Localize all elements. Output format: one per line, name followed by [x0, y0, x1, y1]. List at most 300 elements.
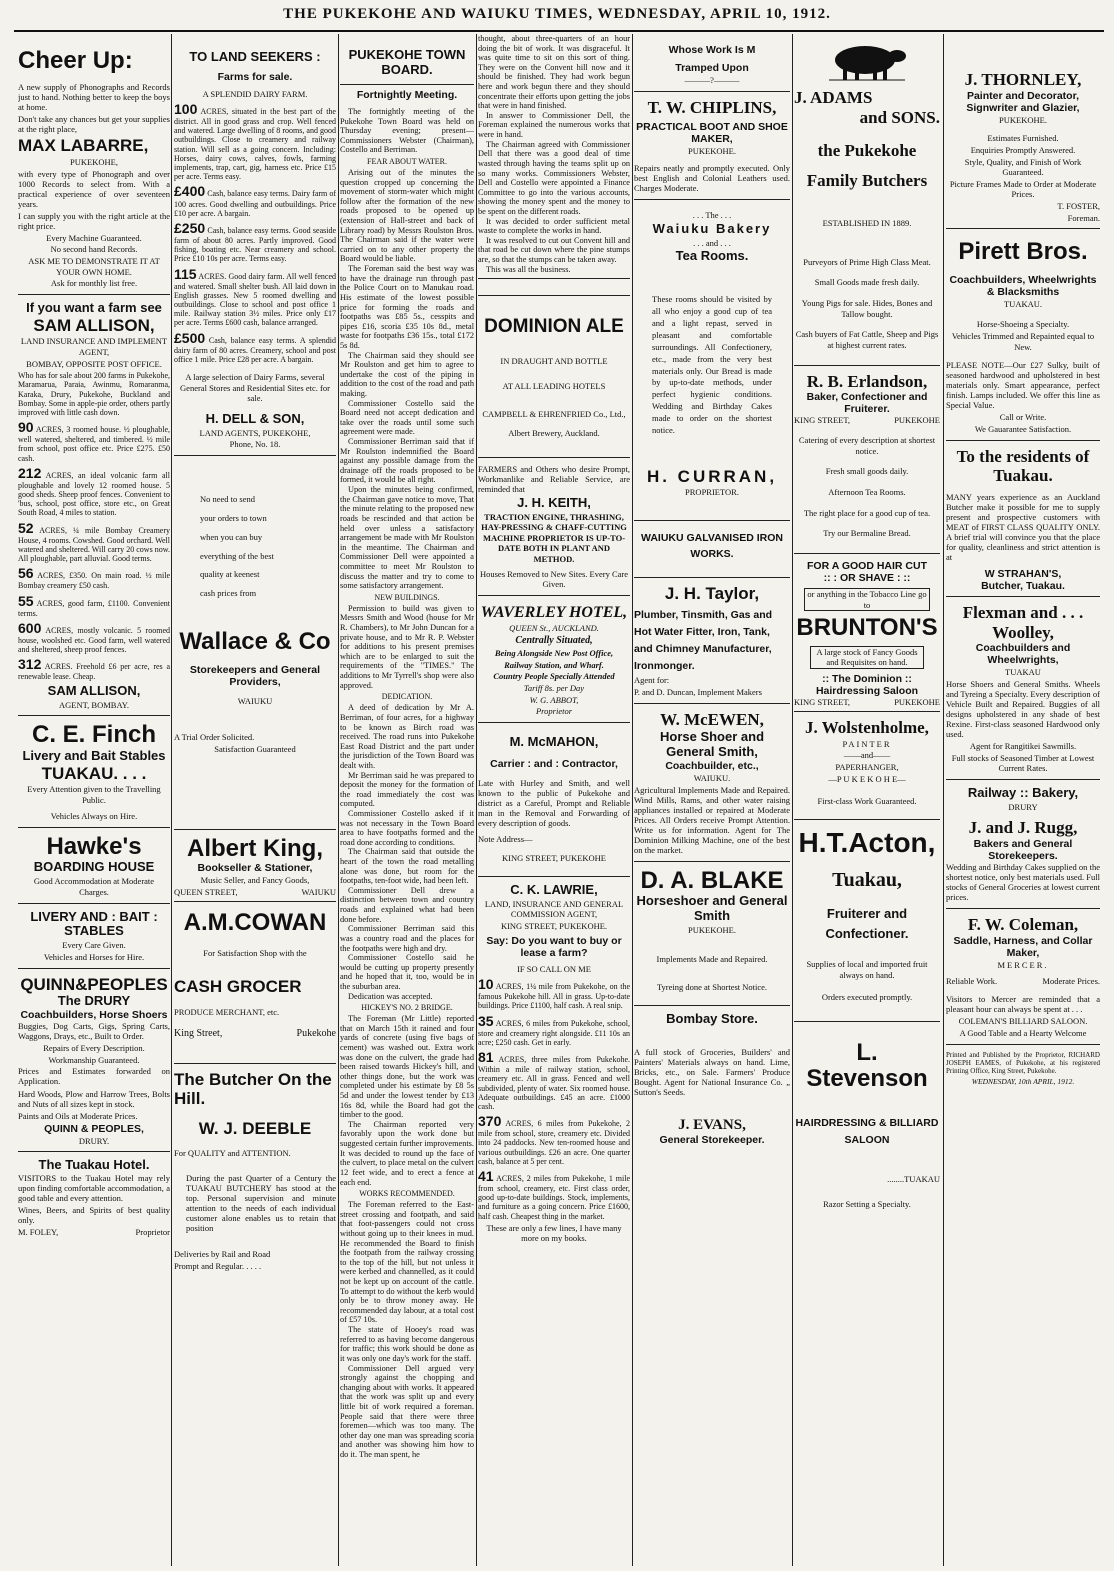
ad-subhead: PRACTICAL BOOT AND SHOE MAKER, [636, 121, 788, 146]
ad-line: —P U K E K O H E— [828, 773, 906, 784]
article-paragraph: Commissioner Costello asked if it was not necessary in the Town Board area to have footpaths formed and the road done according to conditions. [340, 808, 474, 847]
article-paragraph: The Foreman referred to the East-street crossing and footpath, and said that foot-passengers could not cross without going up to their knees in mud. He recommended the Board to finish the footpath from the railway crossing to the top of the hill, but not unless it were kerbed and channelled, as it could not be kept up on account of the cattle. To attempt to do without the kerb would only be to throw money away. He recommended day labour, at a total cost of £57 10s. [340, 1200, 474, 1325]
ad-line: IF SO CALL ON ME [517, 963, 591, 974]
ad-headline: J. ADAMS [794, 88, 873, 107]
ad-strahan [946, 447, 1100, 597]
town: PUKEKOHE [894, 415, 940, 426]
ad-line: Reliable Work. [946, 976, 998, 987]
farm-acres: 115 [174, 265, 197, 282]
ad-headline: C. E. Finch [31, 721, 156, 749]
article-section: NEW BUILDINGS. [374, 592, 440, 602]
advertiser-name: W STRAHAN'S, [984, 567, 1062, 580]
ad-line: We Gauarantee Satisfaction. [974, 424, 1072, 435]
article-paragraph: Commissioner Dell drew a distinction between town and country roads and explained what had been done before. [340, 885, 474, 924]
ad-line: Enquiries Promptly Answered. [970, 144, 1076, 155]
ad-text: Wedding and Birthday Cakes supplied on the shortest notice, only best materials used. Full stocks of General Groceries at lowest current prices. [946, 862, 1100, 903]
signature-role: Proprietor [135, 1227, 170, 1238]
ad-headline: To the residents of Tuakau. [956, 446, 1090, 486]
signature-role: Foreman. [1067, 212, 1100, 223]
ad-headline: J. H. Taylor, [664, 583, 760, 603]
ad-allison [18, 301, 170, 716]
signature: W. G. ABBOT, [529, 694, 579, 705]
street: King Street, [174, 1027, 223, 1039]
ad-line: Style, Quality, and Finish of Work Guaranteed. [964, 156, 1082, 178]
column-rule [338, 34, 339, 1566]
article-paragraph: In answer to Commissioner Dell, the Foreman explained the numerous works that were in hand. [478, 110, 630, 140]
street: KING STREET, [794, 415, 851, 426]
ad-keith [478, 464, 630, 596]
ad-line: Implements Made and Repaired. [656, 953, 768, 964]
ad-line: when you can buy [200, 531, 263, 542]
ad-headline: The Butcher On the Hill. [174, 1069, 332, 1109]
farm-acres: 600 [18, 619, 42, 636]
town: WAIUKU [301, 887, 336, 898]
farm-listing [478, 1113, 630, 1166]
ad-line: First-class Work Guaranteed. [817, 796, 917, 807]
ad-text: These rooms should be visited by all who enjoy a good cup of tea and a light repast, served in pleasant and comfortable surroundings. All Confectionery, etc., made from the very best materials only. Our Bread is made by up-to-date methods, under perfect hygienic conditions. Wedding and Birthday Cakes made to order on the shortest notice. [652, 294, 772, 436]
farm-desc: ACRES, three miles from Pukekohe. Within a mile of railway station, school, creamery etc. All in grass. Fenced and well subdivided, plenty of water. Six roomed house. Adequate outbuildings. £45 an acre. £1000 cash. [478, 1055, 630, 1111]
ad-text: Repairs neatly and promptly executed. Only best English and Colonial Leathers used. Charges Moderate. [634, 163, 790, 194]
article-paragraph: The Foreman (Mr Little) reported that on March 15th it rained and four yards of concrete (using five bags of cement) was washed out. Extra work was done on the culvert, the grade had been raised towards Hickey's hill, and other things done, but the work was completed under his estimate by £8 5s 5d and under the lowest tender by £13 16s 8d, while the Board had got the timber to the good. [340, 1014, 474, 1120]
farm-acres: 52 [18, 519, 34, 536]
ad-lines [174, 462, 336, 603]
ad-line: . . . and . . . [693, 237, 731, 248]
farm-listing [174, 183, 336, 217]
ad-line: Purveyors of Prime High Class Meat. [803, 256, 931, 267]
ad-mcewen [634, 710, 790, 861]
ad-labarre [18, 48, 170, 295]
advertiser-role: LAND INSURANCE AND IMPLEMENT AGENT, [20, 336, 168, 357]
advertiser-name: SAM ALLISON, [33, 315, 155, 335]
ad-line: PRODUCE MERCHANT, etc. [174, 1006, 280, 1017]
ad-text: Who has for sale about 200 farms in Pukekohe, Maramarua, Paraia, Awinmu, Romaranma, Karaka, Drury, Pukekohe, Buckland and Bombay. Some in apple-pie order, others partly improved with little cash down. [18, 371, 170, 417]
advertiser-name: H. CURRAN, [646, 466, 778, 486]
advertiser-town: PUKEKOHE. [688, 146, 736, 157]
town: Pukekohe [296, 1027, 336, 1039]
ad-headline: H.T.Acton, [798, 826, 936, 858]
ad-line: FOR A GOOD HAIR CUT [807, 559, 927, 572]
ad-line: Prompt and Regular. . . . . [174, 1261, 262, 1272]
farm-listing [18, 620, 170, 654]
farm-desc: Cash, balance easy terms. Good seaside farm of about 80 acres. Partly improved. Good fishing, boating etc. Near creamery and school. Price £10 10s per acre. Terms easy. [174, 225, 336, 264]
ad-line: Full stocks of Seasoned Timber at Lowest Current Rates. [951, 752, 1095, 774]
farm-desc: ACRES. Freehold £6 per acre, res a renewable lease. Cheap. [18, 662, 170, 682]
ad-line: PAPERHANGER, [835, 761, 899, 772]
ad-livery [18, 910, 170, 969]
ad-line: No second hand Records. [50, 244, 138, 255]
ad-line: ——and—— [843, 750, 891, 761]
street: QUEEN STREET, [174, 887, 238, 898]
article-section: FEAR ABOUT WATER. [367, 156, 447, 166]
farm-desc: ACRES. Good dairy farm. All well fenced and watered. Small shelter bush. All laid down in English grasses. New 5 roomed dwelling and outbuildings. Close to school and post office 1 mile. Railway station 3½ miles. Price only £17 per acre. Terms £600 cash, balance arranged. [174, 271, 336, 328]
ad-headline: LIVERY AND : BAIT : STABLES [30, 908, 158, 939]
ad-headline: BRUNTON'S [796, 614, 938, 642]
ad-line: Tyreing done at Shortest Notice. [656, 982, 768, 993]
ad-waiuku-bakery [634, 210, 790, 521]
advertiser-role: LAND AGENTS, PUKEKOHE, [199, 427, 311, 438]
ad-subhead: BOARDING HOUSE [33, 859, 155, 875]
ad-line: Cash buyers of Fat Cattle, Sheep and Pigs at highest current rates. [795, 329, 939, 350]
article-paragraph: thought, about three-quarters of an hour doing the bit of work. It was disgraceful. It was quite time to sit on this sort of thing. They were on the Convent hill now and it should be finished. They had work begun here and work begun there and they should concentrate their efforts upon getting the jobs that were in hand finished. [478, 34, 630, 111]
ad-town: TUAKAU. . . . [41, 763, 147, 783]
imprint-text: Printed and Published by the Proprietor, RICHARD JOSEPH EAMES, of Pukekohe, at his registered Printing Office, King Street, Pukekohe. [946, 1050, 1100, 1076]
ad-text: Hard Woods, Plow and Harrow Trees, Bolts and Nuts of all sizes kept in stock. [18, 1088, 170, 1109]
article-paragraph: This was all the business. [486, 264, 571, 274]
ad-headline: D. A. BLAKE [640, 866, 784, 894]
ad-row [946, 976, 1100, 986]
ad-text: PLEASE NOTE—Our £27 Sulky, built of seasoned hardwood and upholstered in best materials only. Smart appearance, perfect finish. Lamps included. We offer this line as Special Value. [946, 360, 1100, 411]
farm-desc: ACRES, mostly volcanic. 5 roomed house, woolshed etc. Good farm, well watered and sheltered, sheep proof fences. [18, 625, 170, 655]
ad-line: Music Seller, and Fancy Goods, [200, 875, 310, 886]
ad-subhead: Fruiterer and Confectioner. [825, 905, 909, 942]
advertiser-address: KING STREET, PUKEKOHE. [500, 920, 608, 931]
ad-line: Vehicles Always on Hire. [50, 811, 138, 822]
ad-albert-king [174, 836, 336, 902]
column-rule [476, 34, 477, 1566]
column-rule [632, 34, 633, 1566]
ad-subhead: Say: Do you want to buy or lease a farm? [486, 935, 622, 960]
ad-text: Late with Hurley and Smith, and well known to the public of Pukekohe and district as a Careful, Prompt and Reliable man in the Removal and Forwarding of every description of goods. [478, 777, 630, 828]
farm-listing [174, 266, 336, 328]
ad-headline: J. Wolstenholme, [805, 718, 929, 738]
ad-subhead: Coachbuilders, Horse Shoers [20, 1009, 168, 1022]
ad-subhead: Bookseller & Stationer, [197, 862, 313, 875]
advertiser-town: WAIUKU. [693, 772, 731, 783]
ad-subhead: Livery and Bait Stables [22, 747, 166, 763]
ad-line: Every Machine Guaranteed. [46, 232, 142, 243]
ad-text: with every type of Phonograph and over 1000 Records to select from. With a practical experience of over seventeen years. [18, 168, 170, 209]
ad-headline: Bombay Store. [666, 1010, 758, 1026]
imprint-date: WEDNESDAY, 10th APRIL, 1912. [971, 1077, 1075, 1087]
ad-line: ESTABLISHED IN 1889. [822, 218, 912, 229]
ad-line: Tariff 8s. per Day [523, 682, 585, 693]
ad-subhead: Carrier : and : Contractor, [490, 757, 618, 770]
signature: QUINN & PEOPLES, [44, 1122, 144, 1135]
farm-acres: 212 [18, 464, 42, 481]
address-row [174, 1028, 336, 1039]
ad-line: or anything in the Tobacco Line go to [804, 588, 930, 611]
advertiser-role: LAND, INSURANCE AND GENERAL COMMISSION AGENT, [484, 898, 624, 920]
ad-line: Deliveries by Rail and Road [174, 1249, 271, 1260]
ad-headline: Pirett Bros. [958, 238, 1088, 266]
ad-subhead: and SONS. [859, 107, 940, 127]
ad-wallace [174, 462, 336, 830]
ad-line: The right place for a good cup of tea. [803, 507, 931, 518]
ad-headline: Cheer Up: [18, 47, 133, 74]
article-paragraph: The fortnightly meeting of the Pukekohe Town Board was held on Thursday evening; present— Commissioners Webster (Chairman), Costello and Berriman. [340, 106, 474, 155]
advertiser-phone: Phone, No. 18. [229, 439, 281, 450]
ad-headline: F. W. Coleman, [967, 915, 1079, 935]
ad-subhead: Tea Rooms. [675, 248, 749, 264]
advertiser-town: PUKEKOHE. [688, 924, 736, 935]
advertiser-town: PUKEKOHE. [999, 114, 1047, 125]
farm-listing [478, 1013, 630, 1047]
article-continued [478, 34, 630, 279]
ad-erlandson [794, 372, 940, 554]
ad-thornley [946, 70, 1100, 229]
advertiser-town: MERCER. [997, 959, 1049, 970]
ad-line: Call or Write. [999, 412, 1047, 423]
ad-text: During the past Quarter of a Century the TUAKAU BUTCHERY has stood at the top. Personal supervision and minute attention to the needs of each individual customer alone enables us to retain that position [186, 1173, 336, 1234]
ad-line: A Good Table and a Hearty Welcome [959, 1028, 1087, 1039]
ad-text: Don't take any chances but get your supplies at the right place, [18, 114, 170, 135]
article-paragraph: Arising out of the minutes the question cropped up concerning the movement of storm-water which might follow after the formation of the new roads proposed to be opened up (extension of Hall-street and back of Library road) by Messrs Roulston Bros. The Chairman said if the water were carried on to any other property the Board would be liable. [340, 167, 474, 264]
ad-line: Houses Removed to New Sites. Every Care Given. [479, 568, 628, 590]
advertiser-name: MAX LABARRE, [18, 136, 149, 156]
ad-headline: T. W. CHIPLINS, [647, 97, 777, 117]
ad-subhead: The DRURY [57, 993, 131, 1009]
article-headline: PUKEKOHE TOWN BOARD. [348, 47, 466, 77]
ad-line: Estimates Furnished. [987, 133, 1059, 144]
farm-desc: ACRES, 6 miles from Pukekohe, school, store and creamery right alongside. £11 10s an acre; £250 cash. Get in early. [478, 1018, 630, 1047]
ad-line: Fresh small goods daily. [825, 466, 909, 477]
ad-pirett [946, 239, 1100, 440]
signature-role: AGENT, BOMBAY. [59, 699, 129, 710]
signature-role: Proprietor [535, 706, 573, 717]
farm-acres: 55 [18, 592, 34, 609]
ad-line: Vehicles Trimmed and Repainted equal to New. [951, 331, 1095, 352]
farm-desc: ACRES, 6 miles from Pukekohe, 2 mile from school, store, creamery etc. Divided into 24 paddocks. New ten-roomed house and various outbuildings. £26 an acre. One quarter cash, balance at 5 per cent. [478, 1119, 630, 1166]
farm-desc: ACRES, 1¼ mile from Pukekohe, on the famous Pukekohe hill. All in grass. Up-to-date buildings. Price £1100, half cash. A real snip. [478, 982, 630, 1011]
ad-text: Visitors to Mercer are reminded that a pleasant hour can always be spent at . . . [946, 994, 1100, 1015]
article-paragraph: The Chairman agreed with Commissioner Dell that there was a good deal of time wasted through having the teams split up on so many works. Commissioners Webster, Dell and Costello were appointed a Finance Committee to go into the various accounts, showing the money spent and the money to be spent on the different roads. [478, 139, 630, 216]
article-paragraph: The Chairman said that outside the heart of the town the road metalling alone was done, but room for the footpaths, ten-foot wide, had been left. [340, 847, 474, 886]
advertiser-name: J. EVANS, [678, 1116, 746, 1133]
ad-tuakau-hotel [18, 1158, 170, 1241]
ad-line: QUEEN St., AUCKLAND. [509, 622, 599, 633]
ad-line: Being Alongside New Post Office, [494, 648, 614, 659]
ad-line: Small Goods made fresh daily. [814, 277, 920, 288]
ad-line: cash prices from [200, 588, 257, 599]
farm-listing [174, 330, 336, 364]
advertiser-town: TUAKAU. [1003, 298, 1042, 309]
address-row [794, 415, 940, 425]
column-1 [18, 34, 170, 1566]
ad-line: AT ALL LEADING HOTELS [502, 380, 606, 391]
ad-line: Whose Work Is M [668, 44, 756, 56]
advertiser-name: H. DELL & SON, [205, 410, 305, 426]
ad-subhead: Farms for sale. [217, 70, 293, 83]
article-paragraph: Commissioner Dell argued very strongly against the chopping and changing about with works. It appeared that the work was split up and every little bit of work required a foreman. People said that there were three foremen—which was too many. The other day one man was spreading scoria and another was showing him how to do it. The man spent, he [340, 1363, 474, 1459]
ad-headline: J. THORNLEY, [964, 70, 1082, 89]
ad-subhead: HAIRDRESSING & BILLIARD SALOON [795, 1116, 939, 1146]
farm-listing [18, 656, 170, 681]
ad-line: Picture Frames Made to Order at Moderate Prices. [949, 178, 1097, 200]
ad-subhead: Coachbuilder, etc., [665, 759, 759, 772]
article-paragraph: It was resolved to cut out Convent hill and that road be cut down where the pine stumps are, so that the stumps can be taken away. [478, 235, 630, 265]
ad-headline: C. K. LAWRIE, [510, 881, 598, 897]
article-paragraph: The Chairman said they should see Mr Roulston and get him to agree to undertake the cost of the piping in addition to the cost of the road and path making. [340, 350, 474, 398]
ad-quinn [18, 975, 170, 1153]
column-rule [943, 34, 944, 1566]
ad-line: Railway Station, and Wharf. [504, 659, 604, 670]
ad-coleman [946, 915, 1100, 1045]
ad-blake [634, 868, 790, 1006]
advertiser-town: DRURY [1008, 801, 1038, 812]
ad-headline: WAVERLEY HOTEL, [480, 603, 628, 621]
ad-line: CAMPBELL & EHRENFRIED Co., Ltd., [482, 409, 626, 420]
ad-text: Prices and Estimates forwarded on Application. [18, 1066, 170, 1087]
ad-line: IN DRAUGHT AND BOTTLE [500, 356, 608, 367]
ad-stevenson [794, 1040, 940, 1215]
ad-subhead: Horseshoer and General Smith [636, 893, 788, 923]
ad-intro: If you want a farm see [26, 299, 162, 315]
ad-subhead: Coachbuilders, Wheelwrights & Blacksmiths [949, 273, 1097, 298]
ad-wolstenholme [794, 718, 940, 820]
advertiser-name: COLEMAN'S BILLIARD SALOON. [958, 1016, 1088, 1027]
signature: T. FOSTER, [1057, 201, 1100, 212]
ad-line: Satisfaction Guaranteed [214, 744, 296, 755]
ad-line: Orders executed promptly. [821, 992, 913, 1003]
sheep-icon [825, 38, 909, 82]
farm-listing [18, 520, 170, 564]
ad-line: Razor Setting a Specialty. [823, 1199, 911, 1210]
article-paragraph: Permission to build was given to Messrs Smith and Wood (house for Mr R. Chambers), to Mr John Duncan for a private house, and to Mr R. P. Webster for additions to his present premises which are to be enlarged to suit the requirements of the "TIMES." The additions to Mr Tyrrell's shop were also approved. [340, 603, 474, 690]
signature-role: DRURY. [78, 1135, 110, 1146]
ad-text: FARMERS and Others who desire Prompt, Workmanlike and Reliable Service, are reminded that [478, 463, 630, 494]
ad-land-seekers [174, 50, 336, 456]
ad-line: Albert Brewery, Auckland. [508, 427, 600, 438]
ad-waverley [478, 604, 630, 723]
ad-line: Ask for monthly list free. [50, 278, 138, 289]
ad-subhead: Coachbuilders and Wheelwrights, [975, 642, 1071, 667]
ad-hawke [18, 834, 170, 904]
ad-line: . . . The . . . [692, 210, 732, 221]
column-5 [634, 34, 790, 1566]
ad-subhead: :: The Dominion :: [822, 673, 912, 685]
ad-line: quality at keenest [200, 569, 260, 580]
advertiser-role: Butcher, Tuakau. [981, 579, 1065, 592]
ad-dominion-ale [478, 295, 630, 457]
article-paragraph: The Foreman said the best way was to have the drainage run through past the Police Court on to Manukau road. His estimate of the lowest possible price for forming the roads and footpaths was £85 5s., cesspits and pipes £16, scoria £35 10s 8d., metal waste for footpaths £36 15s., total £172 5s 8d. [340, 264, 474, 350]
column-7 [946, 34, 1100, 1566]
ad-line: ASK ME TO DEMONSTRATE IT AT YOUR OWN HOME. [28, 255, 160, 277]
farm-acres: 10 [478, 976, 494, 993]
ad-brunton [794, 560, 940, 712]
address-row [794, 697, 940, 707]
advertiser-town: TUAKAU [1005, 667, 1041, 678]
column-4 [478, 34, 630, 1566]
ad-taylor [634, 584, 790, 705]
ad-subhead: Storekeepers and General Providers, [189, 663, 321, 688]
ad-line: Repairs of Every Description. [43, 1043, 145, 1054]
town: PUKEKOHE [894, 697, 940, 708]
ad-subhead: Baker, Confectioner and Fruiterer. [806, 391, 928, 416]
ad-headline: Waiuku Bakery [652, 220, 772, 236]
ad-line: These are only a few lines, I have many more on my books. [486, 1222, 622, 1244]
ad-text: Horse Shoers and General Smiths. Wheels and Tyreing a Specialty. Every description of Vehicle Built and Repaired. Buggies of all designs upholstered in any shade of best Rexine. First-class seasoned Hardwood only used. [946, 678, 1100, 739]
farm-acres: 312 [18, 656, 42, 673]
ad-headline: TO LAND SEEKERS : [189, 49, 321, 64]
ad-line: Moderate Prices. [1042, 976, 1100, 987]
ad-headline: QUINN&PEOPLES [20, 974, 168, 994]
farm-listing [478, 976, 630, 1010]
advertiser-role: General Storekeeper. [659, 1134, 765, 1147]
farm-listing [478, 1049, 630, 1111]
ad-line: Horse-Shoeing a Specialty. [976, 319, 1070, 330]
ad-whose-work [634, 44, 790, 92]
ad-line: A Trial Order Solicited. [174, 732, 255, 743]
ad-line: Note Address— [478, 833, 533, 844]
article-paragraph: It was decided to order sufficient metal waste to complete the works in hand. [478, 216, 630, 236]
ad-line: Every Care Given. [62, 940, 126, 951]
advertiser-role: TRACTION ENGINE, THRASHING, HAY-PRESSING & CHAFF-CUTTING MACHINE PROPRIETOR IS UP-TO-DATE BOTH IN PLANT AND METHOD. [481, 511, 627, 565]
ad-text: A full stock of Groceries, Builders' and Painters' Materials always on hand. Lime, Bricks, etc., on Sale. Farmers' Produce Bought. Agent for National Insurance Co. „ Sutton's Seeds. [634, 1046, 790, 1097]
ad-text: A new supply of Phonographs and Records just to hand. Nothing better to keep the boys at home. [18, 82, 170, 113]
ad-subhead: Bakers and General Storekeepers. [973, 837, 1073, 862]
ad-line: ———?——— [684, 75, 740, 86]
farm-acres: 35 [478, 1012, 494, 1029]
address-row [174, 887, 336, 897]
ad-subhead: Painter and Decorator, Signwriter and Glazier, [966, 89, 1080, 114]
ad-headline: Wallace & Co [179, 628, 331, 656]
ad-text: Buggies, Dog Carts, Gigs, Spring Carts, Waggons, Drays, etc., Built to Order. [18, 1021, 170, 1042]
ad-chiplins [634, 98, 790, 200]
advertiser-town: PUKEKOHE, [70, 157, 118, 168]
ad-line: Tramped Upon [675, 62, 749, 75]
farm-acres: £500 [174, 329, 206, 346]
masthead-rule [14, 30, 1104, 32]
column-3 [340, 34, 474, 1566]
ad-acton [794, 828, 940, 1022]
ad-town: WAIUKU [237, 695, 273, 706]
farm-listing [18, 593, 170, 618]
advertiser-name: W. J. DEEBLE [198, 1118, 312, 1138]
article-paragraph: Commissioner Costello said he would be cutting up property presently and he hoped that it, too, would be in the suburban area. [340, 953, 474, 991]
column-rule [792, 34, 793, 1566]
farm-desc: Cash, balance easy terms. A splendid dairy farm of 80 acres. Creamery, school and post office 1 mile. Price £28 per acre. A bargain. [174, 335, 336, 364]
ad-subhead: Horse Shoer and General Smith, [659, 728, 765, 759]
article-section: HICKEY'S NO. 2 BRIDGE. [361, 1003, 453, 1013]
ad-subhead: Hairdressing Saloon [815, 685, 919, 698]
ad-galvanised [634, 531, 790, 578]
signature: M. FOLEY, [18, 1227, 59, 1238]
farm-acres: 100 [174, 101, 198, 117]
farm-listing [478, 1168, 630, 1221]
masthead: THE PUKEKOHE AND WAIUKU TIMES, WEDNESDAY, APRIL 10, 1912. [283, 6, 831, 22]
farm-acres: 370 [478, 1113, 502, 1130]
ad-subhead: the Pukekohe [817, 141, 917, 161]
ad-line: KING STREET, PUKEKOHE [502, 852, 606, 863]
farm-desc: Cash, balance easy terms. Dairy farm of 100 acres. Good dwelling and outbuildings. Price £10 per acre. A bargain. [174, 189, 336, 218]
article-paragraph: Commissioner Berriman said that if Mr Roulston indemnified the Board against any possible damage from the drainage off the roads proposed to be formed, it would be all right. [340, 437, 474, 485]
ad-adams [794, 38, 940, 366]
article-paragraph: Commissioner Costello said the Board need not accept dedication and take over the roads until some such agreement were made. [340, 398, 474, 437]
ad-line: Workmanship Guaranteed. [48, 1054, 140, 1065]
ad-line: Vehicles and Horses for Hire. [43, 952, 145, 963]
ad-intro: A SPLENDID DAIRY FARM. [202, 89, 308, 99]
farm-listing [18, 565, 170, 590]
ad-line: Country People Specially Attended [493, 671, 615, 682]
column-rule [171, 34, 172, 1566]
farm-listing [174, 101, 336, 181]
ad-line: Agent for: [634, 675, 670, 686]
ad-line: Try our Bermaline Bread. [823, 528, 911, 539]
article-paragraph: Dedication was accepted. [348, 991, 433, 1001]
farm-listing [18, 465, 170, 518]
farm-listing [18, 419, 170, 463]
advertiser-role: PROPRIETOR. [685, 487, 739, 498]
farm-desc: ACRES, situated in the best part of the district. All in good grass and crop. Well fenced and watered. Large dwelling of 8 rooms, and good outbuildings. Close to creamery and railway station. Will sell as a going concern. Including: Horses, dairy cows, calves, fowls, farming implements, trap, cart, gig, harness etc. Price £15 per acre. Terms easy. [174, 107, 336, 182]
ad-headline: R. B. Erlandson, [806, 371, 928, 391]
ad-subhead: Saddle, Harness, and Collar Maker, [953, 934, 1093, 959]
article-paragraph: A deed of dedication by Mr A. Berriman, of four acres, for a highway to be known as Birch road was received. The road runs into Pukekohe East Road District and the part under the jurisdiction of the Town Board was dealt with. [340, 703, 474, 770]
ad-headline: Hawke's [46, 832, 142, 860]
ad-text: Wines, Beers, and Spirits of best quality only. [18, 1205, 170, 1226]
ad-line: Agent for Rangitikei Sawmills. [969, 740, 1077, 751]
farm-desc: ACRES, ¼ mile Bombay Creamery House, 4 rooms. Cowshed. Good orchard. Well watered and sheltered. Will carry 20 cows now. All ploughable, part alluvial. Good terms. [18, 525, 170, 564]
ad-line: Every Attention given to the Travelling Public. [27, 784, 161, 805]
